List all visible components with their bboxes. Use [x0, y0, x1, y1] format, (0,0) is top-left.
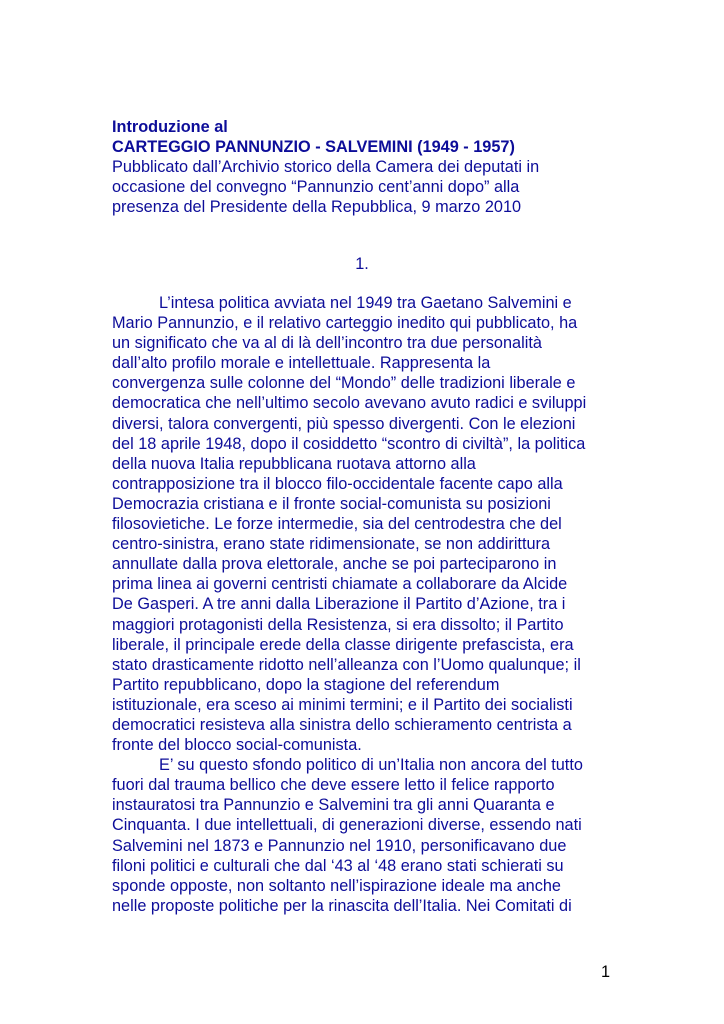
text-line: De Gasperi. A tre anni dalla Liberazione il Partito d’Azione, tra i	[112, 595, 566, 614]
body-text	[112, 293, 612, 916]
text-line: centro-sinistra, erano state ridimensionate, se non addirittura	[112, 535, 551, 554]
text-line: istituzionale, era sceso ai minimi termini; e il Partito dei socialisti	[112, 695, 573, 714]
text-line: fuori dal trauma bellico che deve essere letto il felice rapporto	[112, 776, 555, 795]
header-presence-line: presenza del Presidente della Repubblica, 9 marzo 2010	[112, 198, 522, 216]
section-number	[0, 255, 724, 274]
text-line: filoni politici e culturali che dal ‘43 al ‘48 erano stati schierati su	[112, 856, 564, 875]
text-line: convergenza sulle colonne del “Mondo” delle tradizioni liberale e	[112, 374, 576, 393]
text-line: democratica che nell’ultimo secolo avevano avuto radici e sviluppi	[112, 394, 587, 413]
text-line: prima linea ai governi centristi chiamate a collaborare da Alcide	[112, 575, 568, 594]
text-line: un significato che va al di là dell’incontro tra due personalità	[112, 334, 542, 353]
text-line: della nuova Italia repubblicana ruotava attorno alla	[112, 454, 476, 473]
text-line: del 18 aprile 1948, dopo il cosiddetto “scontro di civiltà”, la politica	[112, 434, 586, 453]
text-line: L’intesa politica avviata nel 1949 tra Gaetano Salvemini e	[159, 294, 572, 312]
text-line: sponde opposte, non soltanto nell’ispirazione ideale ma anche	[112, 876, 561, 895]
text-line: instauratosi tra Pannunzio e Salvemini tra gli anni Quaranta e	[112, 796, 555, 815]
header-intro-line: Introduzione al	[112, 118, 228, 136]
text-line: nelle proposte politiche per la rinascita dell’Italia. Nei Comitati di	[112, 896, 572, 915]
text-line: contrapposizione tra il blocco filo-occidentale facente capo alla	[112, 474, 563, 493]
text-line: Mario Pannunzio, e il relativo carteggio inedito qui pubblicato, ha	[112, 314, 578, 333]
text-line: Democrazia cristiana e il fronte social-comunista su posizioni	[112, 494, 551, 513]
header-title-line: CARTEGGIO PANNUNZIO - SALVEMINI (1949 - 1957)	[112, 138, 515, 156]
text-line: Partito repubblicano, dopo la stagione del referendum	[112, 675, 500, 694]
text-line: annullate dalla prova elettorale, anche se poi parteciparono in	[112, 555, 557, 574]
text-line: E’ su questo sfondo politico di un’Italia non ancora del tutto	[159, 756, 583, 775]
text-line: Salvemini nel 1873 e Pannunzio nel 1910, personificavano due	[112, 836, 567, 855]
text-line: liberale, il principale erede della classe dirigente prefascista, era	[112, 635, 574, 654]
text-line: filosovietiche. Le forze intermedie, sia del centrodestra che del	[112, 515, 562, 534]
text-line: democratici resisteva alla sinistra dello schieramento centrista a	[112, 715, 572, 734]
text-line: dall’alto profilo morale e intellettuale. Rappresenta la	[112, 354, 491, 373]
text-line: diversi, talora convergenti, più spesso divergenti. Con le elezioni	[112, 414, 576, 433]
page-number: 1	[601, 963, 611, 981]
text-line: fronte del blocco social-comunista.	[112, 736, 362, 755]
text-line: Cinquanta. I due intellettuali, di generazioni diverse, essendo nati	[112, 816, 582, 835]
header-occasion-line: occasione del convegno “Pannunzio cent’anni dopo” alla	[112, 178, 520, 196]
document-header	[112, 117, 632, 217]
text-line: maggiori protagonisti della Resistenza, si era dissolto; il Partito	[112, 615, 564, 634]
section-number-text: 1.	[355, 255, 369, 273]
header-publication-line: Pubblicato dall’Archivio storico della Camera dei deputati in	[112, 158, 540, 176]
text-line: stato drasticamente ridotto nell’alleanza con l’Uomo qualunque; il	[112, 655, 581, 674]
